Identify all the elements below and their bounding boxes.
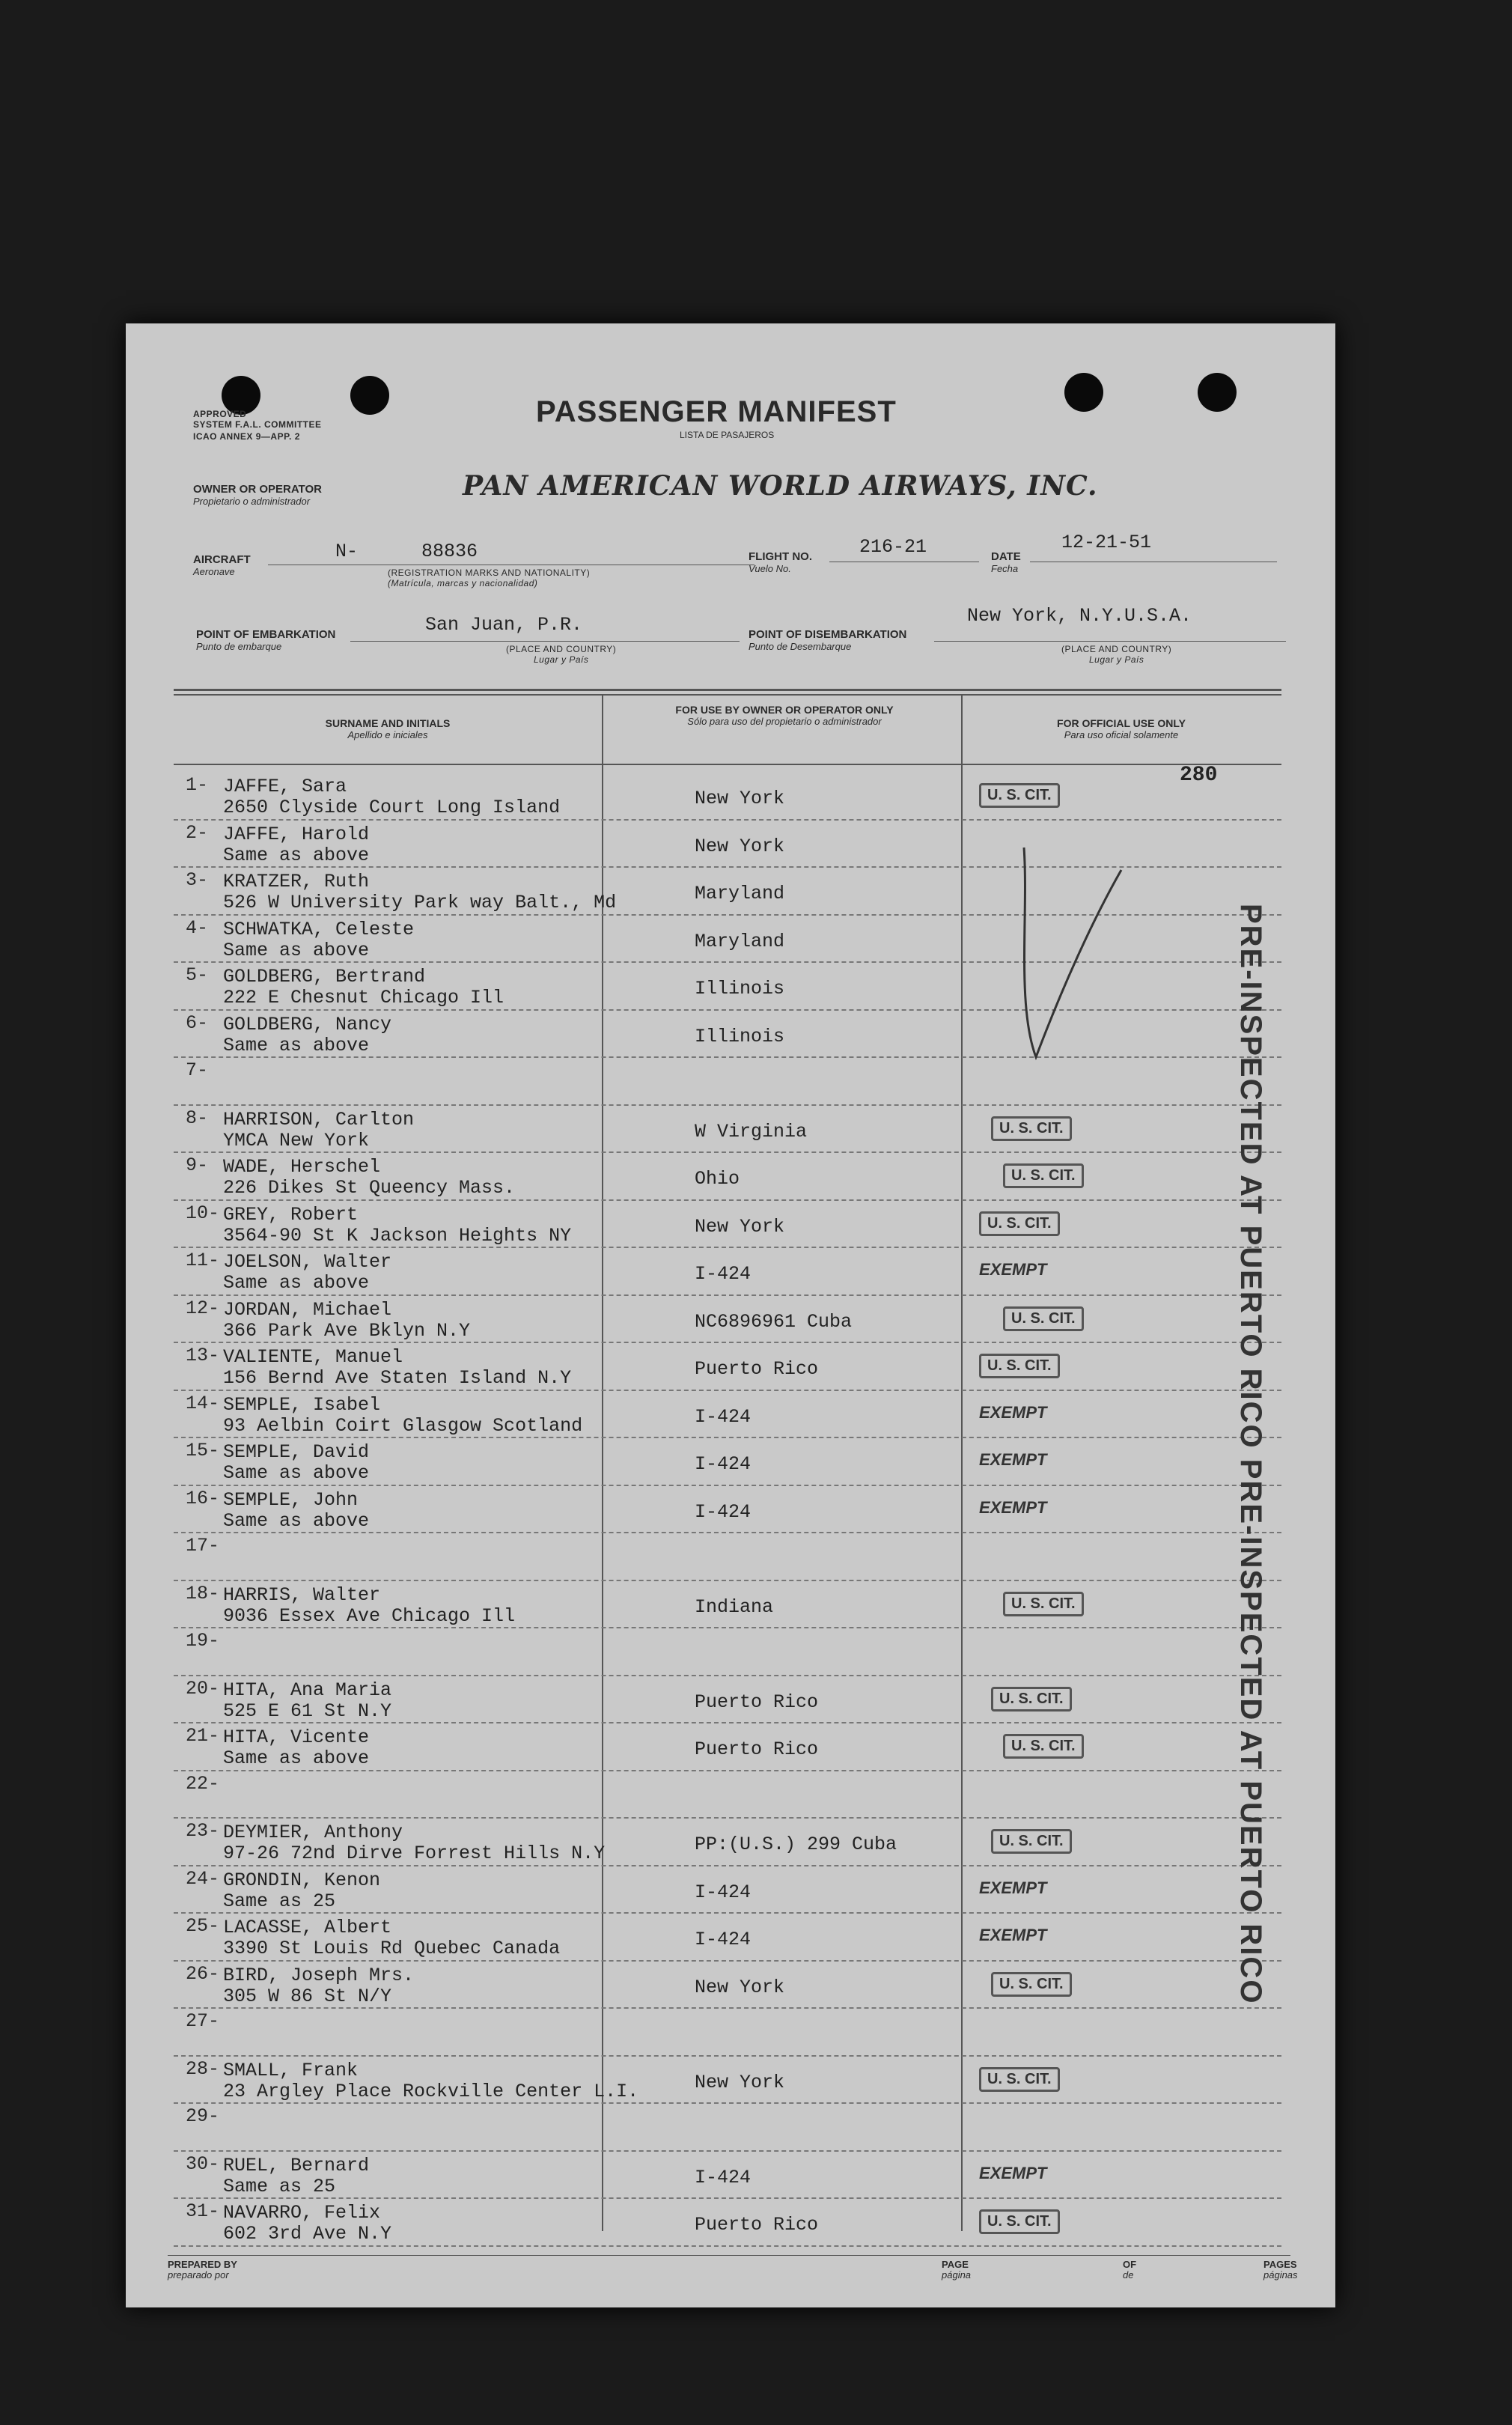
passenger-name: JAFFE, Harold [223, 823, 370, 845]
approval-line-3: ICAO ANNEX 9—APP. 2 [193, 431, 300, 442]
row-number: 12- [186, 1297, 220, 1319]
passenger-name: HITA, Vicente [223, 1726, 370, 1748]
aircraft-label: AIRCRAFT Aeronave [193, 553, 251, 577]
passenger-address: YMCA New York [223, 1129, 370, 1151]
operator-note: Maryland [695, 930, 785, 952]
passenger-name: SEMPLE, David [223, 1441, 370, 1463]
row-divider [174, 1580, 1281, 1581]
passenger-address: 222 E Chesnut Chicago Ill [223, 987, 504, 1008]
passenger-name: SCHWATKA, Celeste [223, 918, 415, 940]
operator-note: I-424 [695, 1929, 752, 1950]
passenger-name: JAFFE, Sara [223, 776, 347, 797]
us-citizen-stamp: U. S. CIT. [1003, 1734, 1084, 1759]
us-citizen-stamp: U. S. CIT. [979, 1211, 1060, 1236]
exempt-mark: EXEMPT [979, 1260, 1047, 1279]
operator-note: Illinois [695, 978, 785, 999]
row-divider [174, 2055, 1281, 2057]
exempt-mark: EXEMPT [979, 1402, 1047, 1422]
passenger-address: 9036 Essex Ave Chicago Ill [223, 1604, 516, 1627]
row-number: 4- [186, 916, 209, 939]
passenger-address: Same as above [223, 1509, 370, 1532]
row-divider [174, 819, 1281, 821]
approval-line-2: SYSTEM F.A.L. COMMITTEE [193, 419, 322, 430]
footer-rule [168, 2255, 1290, 2256]
operator-note: NC6896961 Cuba [695, 1310, 853, 1333]
row-number: 5- [186, 964, 209, 986]
row-number: 23- [186, 1820, 220, 1842]
row-number: 9- [186, 1154, 209, 1176]
row-divider [174, 1865, 1281, 1866]
punch-hole [1198, 373, 1237, 412]
passenger-address: 526 W University Park way Balt., Md [223, 892, 617, 913]
operator-note: I-424 [695, 1453, 752, 1475]
passenger-address: 23 Argley Place Rockville Center L.I. [223, 2080, 639, 2102]
passenger-address: 366 Park Ave Bklyn N.Y [223, 1319, 471, 1342]
passenger-address: Same as above [223, 1034, 370, 1056]
passenger-address: 97-26 72nd Dirve Forrest Hills N.Y [223, 1843, 606, 1864]
page-count: 280 [1180, 764, 1218, 787]
row-number: 16- [186, 1487, 220, 1509]
us-citizen-stamp: U. S. CIT. [991, 1116, 1072, 1141]
passenger-address: Same as 25 [223, 1890, 336, 1912]
passenger-name: GRONDIN, Kenon [223, 1869, 381, 1891]
us-citizen-stamp: U. S. CIT. [979, 2067, 1060, 2092]
us-citizen-stamp: U. S. CIT. [991, 1687, 1072, 1712]
table-top-rule-2 [174, 694, 1281, 696]
manifest-document [126, 323, 1335, 2307]
passenger-address: 2650 Clyside Court Long Island [223, 797, 561, 818]
exempt-mark: EXEMPT [979, 1497, 1047, 1517]
passenger-name: KRATZER, Ruth [223, 871, 370, 892]
row-number: 15- [186, 1440, 220, 1461]
passenger-address: 602 3rd Ave N.Y [223, 2223, 392, 2245]
row-divider [174, 1912, 1281, 1914]
row-number: 11- [186, 1250, 220, 1271]
column-divider-2 [961, 695, 963, 2231]
approval-line-1: APPROVED [193, 409, 247, 419]
exempt-mark: EXEMPT [979, 1450, 1047, 1469]
exempt-mark: EXEMPT [979, 2163, 1047, 2182]
column-header-operator: FOR USE BY OWNER OR OPERATOR ONLY Sólo para uso del propietario o administrador [675, 704, 894, 727]
check-mark-icon [994, 840, 1129, 1072]
column-header-surname: SURNAME AND INITIALS Apellido e iniciales [325, 717, 451, 740]
operator-note: New York [695, 1215, 785, 1238]
passenger-address: 93 Aelbin Coirt Glasgow Scotland [223, 1414, 583, 1437]
flight-number: 216-21 [859, 536, 927, 558]
us-citizen-stamp: U. S. CIT. [991, 1972, 1072, 1997]
operator-note: Ohio [695, 1168, 740, 1190]
row-divider [174, 1294, 1281, 1296]
us-citizen-stamp: U. S. CIT. [1003, 1163, 1084, 1188]
column-divider-1 [602, 695, 603, 2231]
passenger-address: Same as above [223, 939, 370, 961]
passenger-name: HARRISON, Carlton [223, 1108, 415, 1131]
row-number: 31- [186, 2200, 220, 2222]
row-divider [174, 2197, 1281, 2199]
operator-note: New York [695, 835, 785, 857]
exempt-mark: EXEMPT [979, 1878, 1047, 1897]
row-number: 6- [186, 1011, 209, 1034]
operator-note: New York [695, 1976, 785, 1998]
row-divider [174, 2245, 1281, 2247]
us-citizen-stamp: U. S. CIT. [979, 2209, 1060, 2234]
disembark-underline [934, 641, 1286, 642]
operator-note: PP:(U.S.) 299 Cuba [695, 1834, 897, 1855]
punch-hole [350, 376, 389, 415]
row-divider [174, 2102, 1281, 2104]
passenger-name: JORDAN, Michael [223, 1298, 392, 1321]
operator-note: I-424 [695, 2166, 752, 2188]
row-number: 3- [186, 869, 209, 891]
row-divider [174, 1247, 1281, 1248]
passenger-name: RUEL, Bernard [223, 2154, 370, 2176]
row-number: 19- [186, 1630, 220, 1652]
operator-note: I-424 [695, 1881, 752, 1903]
row-divider [174, 1675, 1281, 1676]
header-bottom-rule [174, 764, 1281, 765]
row-number: 24- [186, 1867, 220, 1890]
of-label: OF de [1123, 2259, 1137, 2281]
aircraft-number: 88836 [421, 541, 478, 562]
operator-note: New York [695, 2071, 785, 2093]
passenger-address: 305 W 86 St N/Y [223, 1985, 392, 2007]
row-divider [174, 2007, 1281, 2009]
operator-note: W Virginia [695, 1120, 808, 1142]
row-number: 8- [186, 1107, 209, 1129]
passenger-name: NAVARRO, Felix [223, 2202, 381, 2224]
page-label: PAGE página [942, 2259, 972, 2281]
passenger-address: Same as above [223, 844, 370, 866]
row-divider [174, 1627, 1281, 1628]
row-divider [174, 1199, 1281, 1201]
page-title: PASSENGER MANIFEST [536, 395, 897, 428]
exempt-mark: EXEMPT [979, 1926, 1047, 1944]
row-divider [174, 1437, 1281, 1438]
row-number: 18- [186, 1582, 220, 1604]
disembark-place-note: (PLACE AND COUNTRY) Lugar y País [1061, 644, 1172, 665]
owner-label: OWNER OR OPERATOR Propietario o administrador [193, 483, 322, 507]
aircraft-prefix: N- [335, 541, 359, 562]
row-number: 30- [186, 2152, 220, 2175]
row-number: 20- [186, 1677, 220, 1700]
passenger-name: GOLDBERG, Bertrand [223, 966, 426, 988]
row-divider [174, 1532, 1281, 1533]
passenger-address: Same as 25 [223, 2175, 336, 2197]
row-divider [174, 1151, 1281, 1153]
passenger-name: HITA, Ana Maria [223, 1679, 392, 1701]
column-header-official: FOR OFFICIAL USE ONLY Para uso oficial solamente [1057, 717, 1186, 740]
date-label: DATE Fecha [991, 550, 1021, 574]
row-divider [174, 1960, 1281, 1962]
passenger-address: Same as above [223, 1747, 370, 1769]
row-number: 26- [186, 1962, 220, 1985]
company-name: PAN AMERICAN WORLD AIRWAYS, INC. [463, 470, 1098, 502]
registration-note: (REGISTRATION MARKS AND NATIONALITY) (Matrícula, marcas y nacionalidad) [388, 568, 591, 588]
passenger-address: 226 Dikes St Queency Mass. [223, 1177, 516, 1199]
row-divider [174, 1770, 1281, 1771]
passenger-name: WADE, Herschel [223, 1156, 381, 1178]
row-number: 14- [186, 1392, 220, 1414]
passenger-name: GREY, Robert [223, 1203, 359, 1226]
row-divider [174, 1390, 1281, 1391]
operator-note: New York [695, 788, 785, 809]
passenger-name: SEMPLE, Isabel [223, 1393, 381, 1416]
row-divider [174, 1485, 1281, 1486]
row-number: 25- [186, 1915, 220, 1937]
operator-note: Illinois [695, 1025, 785, 1047]
embark-label: POINT OF EMBARKATION Punto de embarque [196, 628, 336, 652]
operator-note: Puerto Rico [695, 1738, 819, 1760]
pages-label: PAGES páginas [1263, 2259, 1298, 2281]
passenger-address: Same as above [223, 1272, 370, 1294]
passenger-address: Same as above [223, 1462, 370, 1484]
us-citizen-stamp: U. S. CIT. [1003, 1306, 1084, 1331]
embark-underline [350, 641, 740, 642]
pre-inspected-stamp: PRE-INSPECTED AT PUERTO RICO PRE-INSPECTED AT PUERTO RICO [1234, 904, 1267, 2005]
passenger-name: SEMPLE, John [223, 1488, 359, 1511]
passenger-name: BIRD, Joseph Mrs. [223, 1964, 415, 1986]
page-subtitle: LISTA DE PASAJEROS [680, 430, 775, 440]
row-number: 2- [186, 821, 209, 844]
us-citizen-stamp: U. S. CIT. [979, 1354, 1060, 1378]
us-citizen-stamp: U. S. CIT. [991, 1829, 1072, 1854]
embark-place-note: (PLACE AND COUNTRY) Lugar y País [506, 644, 617, 665]
table-top-rule [174, 689, 1281, 691]
row-number: 27- [186, 2010, 220, 2032]
operator-note: Puerto Rico [695, 1691, 819, 1713]
passenger-name: GOLDBERG, Nancy [223, 1013, 392, 1035]
embark-value: San Juan, P.R. [425, 614, 583, 636]
date-value: 12-21-51 [1061, 532, 1152, 553]
passenger-name: VALIENTE, Manuel [223, 1346, 403, 1368]
us-citizen-stamp: U. S. CIT. [979, 783, 1060, 808]
row-number: 21- [186, 1725, 220, 1747]
operator-note: I-424 [695, 1405, 752, 1428]
row-divider [174, 1722, 1281, 1723]
row-number: 7- [186, 1059, 209, 1081]
passenger-address: 3390 St Louis Rd Quebec Canada [223, 1938, 561, 1959]
passenger-address: 3564-90 St K Jackson Heights NY [223, 1224, 572, 1247]
row-number: 13- [186, 1345, 220, 1366]
row-number: 17- [186, 1535, 220, 1557]
passenger-name: SMALL, Frank [223, 2059, 359, 2081]
row-number: 29- [186, 2105, 220, 2127]
disembark-label: POINT OF DISEMBARKATION Punto de Desembarque [749, 628, 907, 652]
flight-label: FLIGHT NO. Vuelo No. [749, 550, 812, 574]
row-divider [174, 1104, 1281, 1106]
operator-note: I-424 [695, 1263, 752, 1285]
operator-note: I-424 [695, 1500, 752, 1523]
row-divider [174, 1817, 1281, 1819]
passenger-address: 156 Bernd Ave Staten Island N.Y [223, 1367, 572, 1389]
row-number: 1- [186, 774, 209, 796]
passenger-address: 525 E 61 St N.Y [223, 1700, 392, 1722]
punch-hole [1064, 373, 1103, 412]
operator-note: Maryland [695, 883, 785, 904]
row-number: 22- [186, 1772, 220, 1795]
passenger-name: DEYMIER, Anthony [223, 1822, 403, 1843]
passenger-name: LACASSE, Albert [223, 1917, 392, 1938]
us-citizen-stamp: U. S. CIT. [1003, 1592, 1084, 1616]
row-number: 28- [186, 2057, 220, 2080]
row-divider [174, 2150, 1281, 2152]
disembark-value: New York, N.Y.U.S.A. [967, 605, 1192, 627]
operator-note: Puerto Rico [695, 1358, 819, 1380]
prepared-by-label: PREPARED BY preparado por [168, 2259, 237, 2281]
operator-note: Indiana [695, 1595, 774, 1618]
row-number: 10- [186, 1202, 220, 1224]
passenger-name: JOELSON, Walter [223, 1251, 392, 1273]
operator-note: Puerto Rico [695, 2214, 819, 2236]
passenger-name: HARRIS, Walter [223, 1583, 381, 1606]
row-divider [174, 1342, 1281, 1343]
